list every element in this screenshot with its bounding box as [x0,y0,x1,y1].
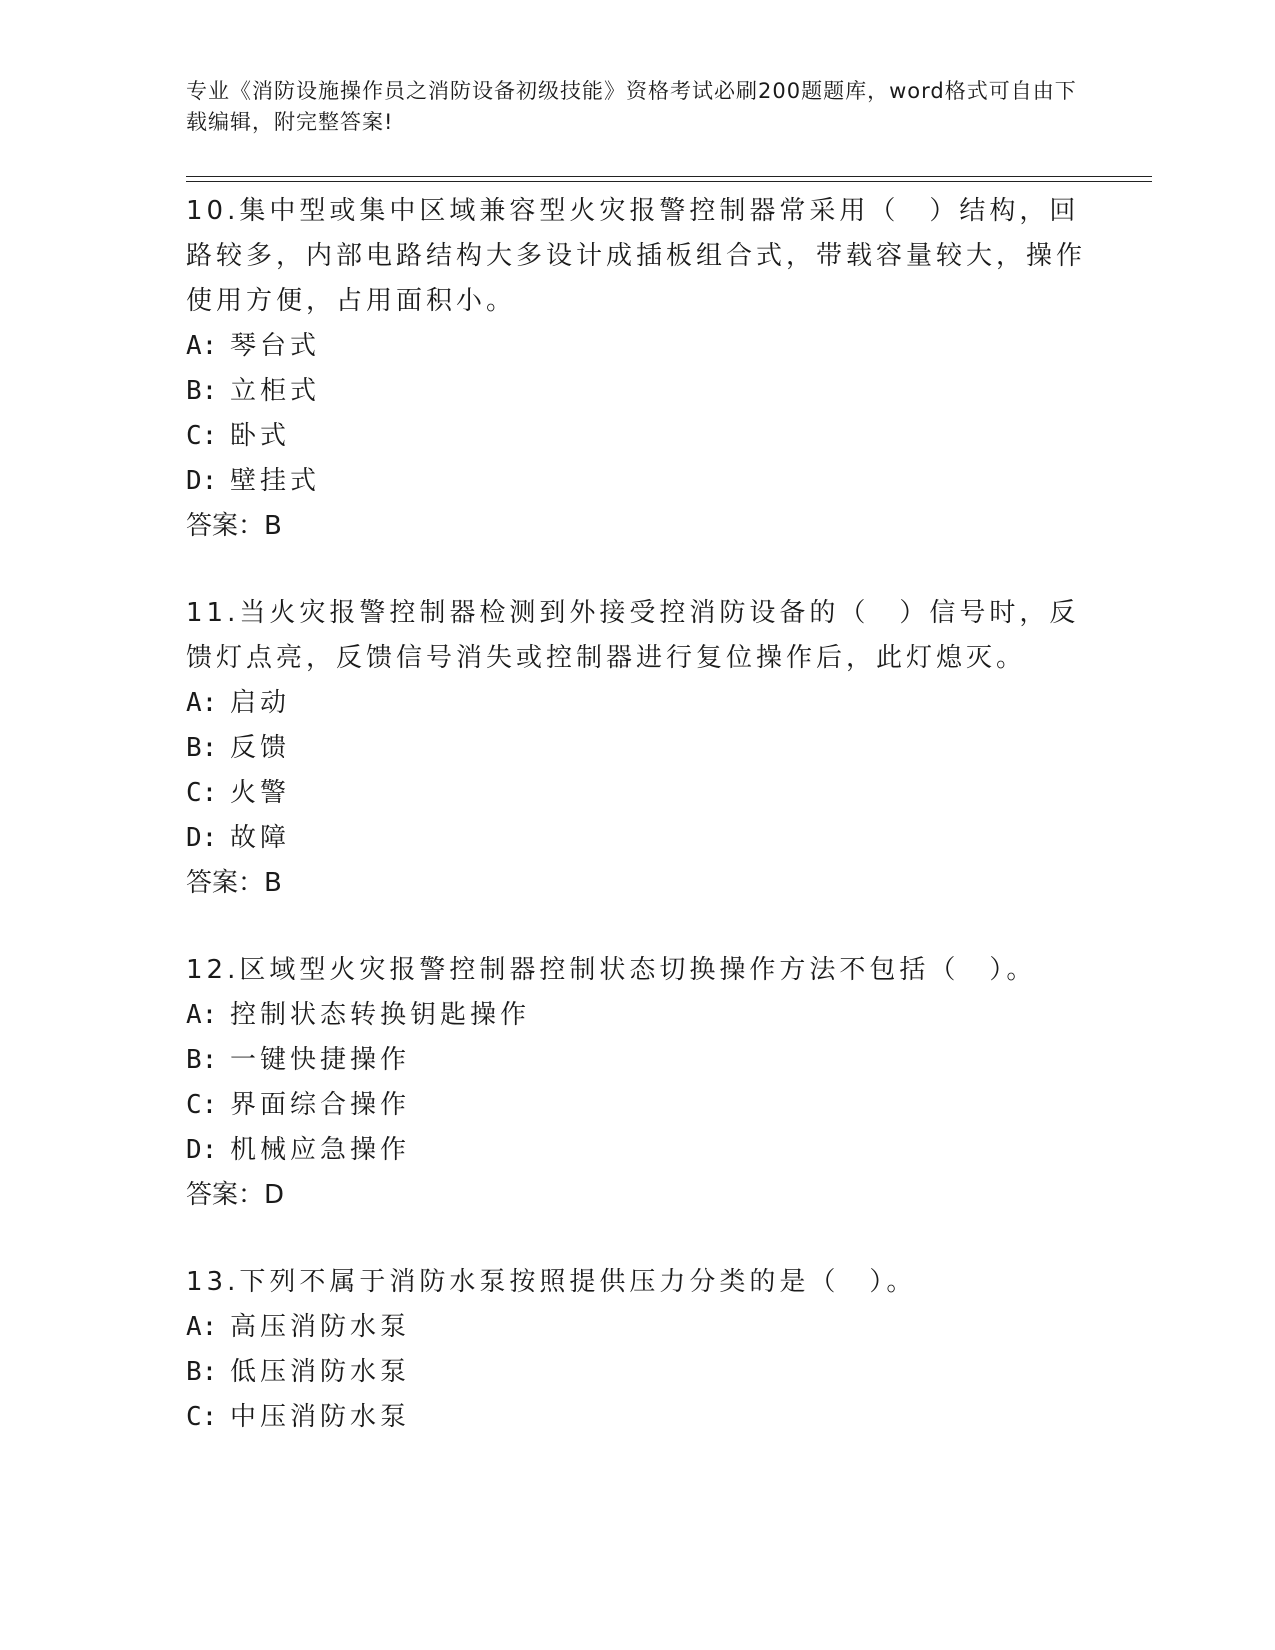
option-key: D: [186,823,218,853]
option-c [186,771,1086,816]
option-text: 启动 [230,688,291,718]
option-text: 琴台式 [230,331,321,361]
option-text: 控制状态转换钥匙操作 [230,1000,531,1030]
question-10 [186,189,1086,549]
question-12 [186,948,1086,1218]
option-key: D: [186,466,218,496]
option-a [186,993,1086,1038]
option-text: 壁挂式 [230,466,321,496]
question-13 [186,1260,1086,1440]
option-b [186,1350,1086,1395]
option-key: A: [186,1312,218,1342]
option-text: 机械应急操作 [230,1135,411,1165]
option-text: 低压消防水泵 [230,1357,411,1387]
option-a [186,1305,1086,1350]
option-key: B: [186,733,218,763]
option-text: 高压消防水泵 [230,1312,411,1342]
option-b [186,726,1086,771]
option-key: C: [186,1402,218,1432]
option-b [186,1038,1086,1083]
option-key: B: [186,376,218,406]
question-list [186,189,1086,1482]
option-key: A: [186,1000,218,1030]
option-c [186,1083,1086,1128]
question-11 [186,591,1086,906]
question-stem: 11.当火灾报警控制器检测到外接受控消防设备的（ ）信号时，反馈灯点亮，反馈信号消失或控制器进行复位操作后，此灯熄灭。 [186,598,1080,673]
answer-line: 答案：B [186,511,282,541]
option-c [186,414,1086,459]
option-text: 故障 [230,823,291,853]
option-d [186,459,1086,504]
option-key: B: [186,1357,218,1387]
option-key: D: [186,1135,218,1165]
question-stem: 12.区域型火灾报警控制器控制状态切换操作方法不包括（ ）。 [186,955,1037,985]
option-key: B: [186,1045,218,1075]
option-text: 界面综合操作 [230,1090,411,1120]
option-key: A: [186,688,218,718]
answer-line: 答案：B [186,868,282,898]
option-text: 中压消防水泵 [230,1402,411,1432]
option-text: 卧式 [230,421,291,451]
document-header: 专业《消防设施操作员之消防设备初级技能》资格考试必刷200题题库，word格式可自由下载编辑，附完整答案! [186,79,1077,134]
option-text: 立柜式 [230,376,321,406]
option-key: C: [186,421,218,451]
header-divider-top [186,176,1152,177]
option-key: C: [186,1090,218,1120]
option-text: 一键快捷操作 [230,1045,411,1075]
option-a [186,681,1086,726]
option-d [186,816,1086,861]
question-stem: 10.集中型或集中区域兼容型火灾报警控制器常采用（ ）结构，回路较多，内部电路结构大多设计成插板组合式，带载容量较大，操作使用方便，占用面积小。 [186,196,1087,316]
option-text: 反馈 [230,733,291,763]
answer-line: 答案：D [186,1180,285,1210]
option-c [186,1395,1086,1440]
option-d [186,1128,1086,1173]
question-stem: 13.下列不属于消防水泵按照提供压力分类的是（ ）。 [186,1267,917,1297]
option-key: C: [186,778,218,808]
option-b [186,369,1086,414]
option-a [186,324,1086,369]
header-divider-bottom [186,181,1152,182]
option-text: 火警 [230,778,291,808]
option-key: A: [186,331,218,361]
